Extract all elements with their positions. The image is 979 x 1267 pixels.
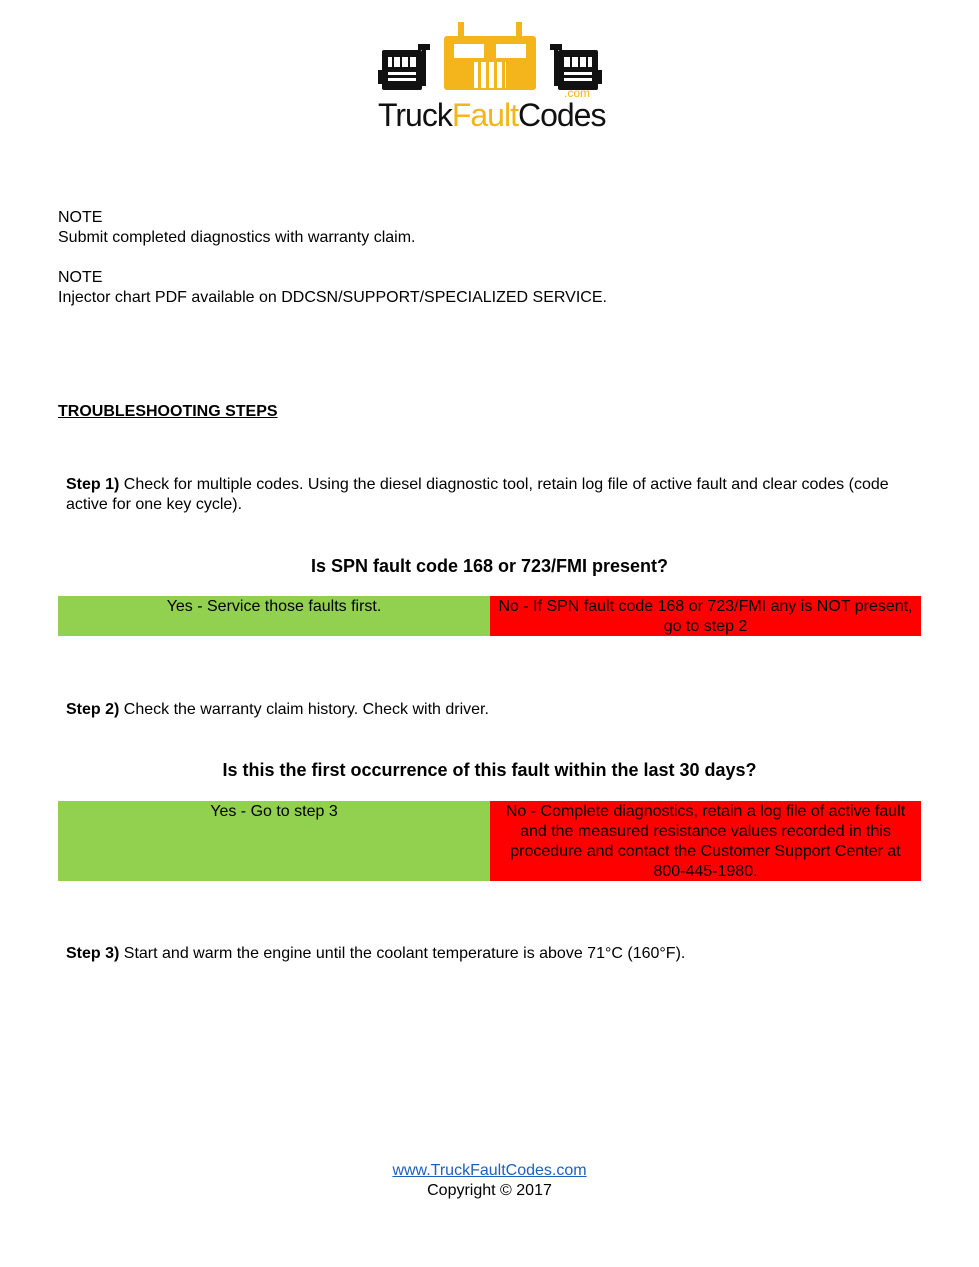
footer-copyright: Copyright © 2017 <box>427 1182 552 1199</box>
step-3 <box>66 944 896 964</box>
step-label: Step 3) <box>66 945 120 962</box>
answer-yes: Yes - Service those faults first. <box>58 596 490 636</box>
logo-brand-fault: Fault <box>451 97 518 133</box>
step-label: Step 1) <box>66 476 120 493</box>
question-2: Is this the first occurrence of this fault within the last 30 days? <box>222 760 757 780</box>
footer-link-row <box>0 1161 979 1181</box>
step-2 <box>66 700 896 720</box>
note-label: NOTE <box>58 269 103 286</box>
step-label: Step 2) <box>66 701 120 718</box>
footer-link[interactable]: www.TruckFaultCodes.com <box>392 1162 587 1179</box>
step-1 <box>66 475 896 515</box>
note-text: Submit completed diagnostics with warranty claim. <box>58 229 416 246</box>
logo-brand-codes: Codes <box>517 97 606 133</box>
logo-brand-truck: Truck <box>378 97 452 133</box>
logo-suffix: .com <box>564 86 591 100</box>
section-title: TROUBLESHOOTING STEPS <box>58 403 278 420</box>
answer-no: No - If SPN fault code 168 or 723/FMI any is NOT present, go to step 2 <box>490 596 921 636</box>
note-text: Injector chart PDF available on DDCSN/SUPPORT/SPECIALIZED SERVICE. <box>58 289 607 306</box>
answer-no: No - Complete diagnostics, retain a log file of active fault and the measured resistance values recorded in this procedure and contact the Customer Support Center at 800-445-1980. <box>490 801 921 881</box>
step-text: Check the warranty claim history. Check with driver. <box>119 701 489 718</box>
step-text: Start and warm the engine until the coolant temperature is above 71°C (160°F). <box>119 945 686 962</box>
note-label: NOTE <box>58 209 103 226</box>
answer-yes: Yes - Go to step 3 <box>58 801 490 881</box>
logo <box>378 20 606 133</box>
logo-wordmark <box>378 97 606 133</box>
question-1: Is SPN fault code 168 or 723/FMI present? <box>310 556 669 576</box>
step-text: Check for multiple codes. Using the diesel diagnostic tool, retain log file of active fault and clear codes (code active for one key cycle). <box>66 476 889 513</box>
